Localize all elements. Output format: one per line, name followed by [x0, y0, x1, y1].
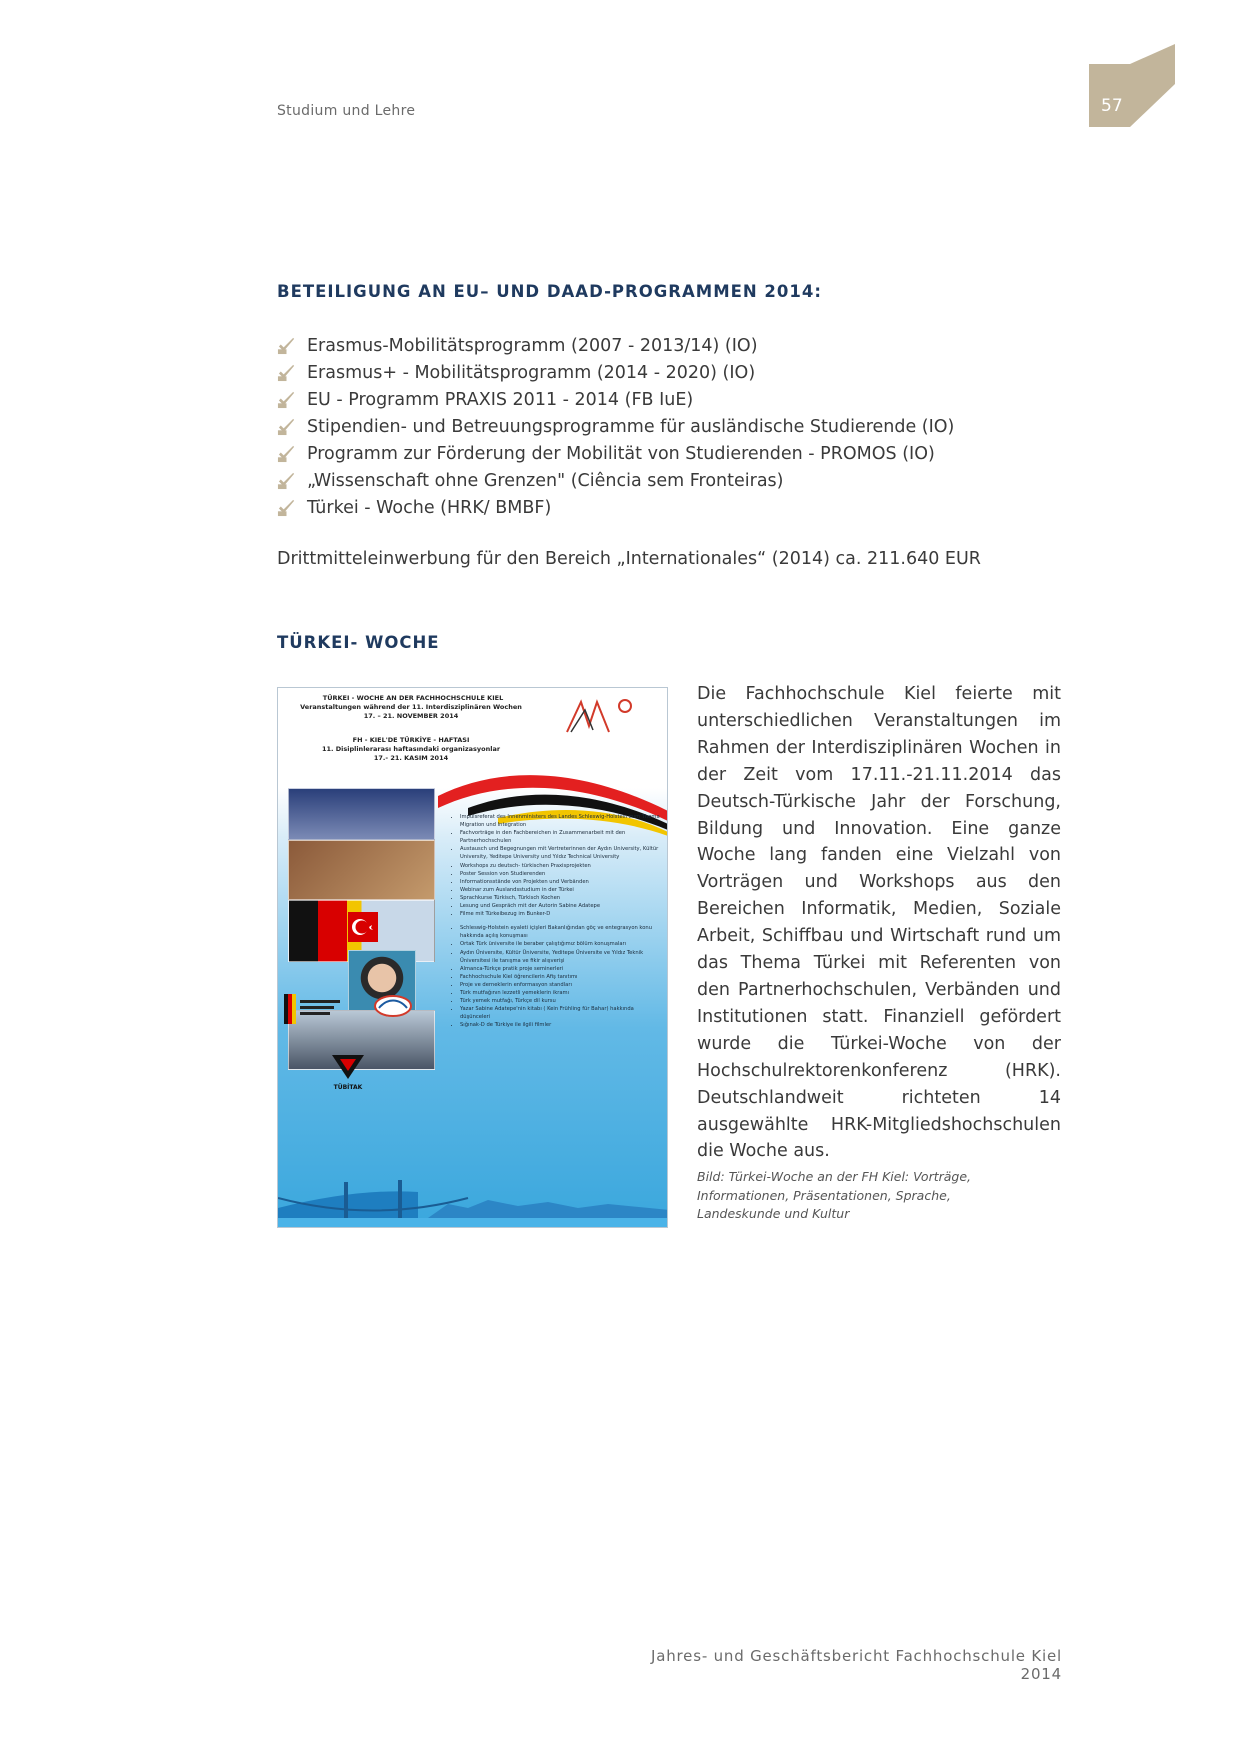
poster-list-item: • Filme mit Türkeibezug im Bunker-D [460, 910, 665, 918]
tubitak-logo-icon [328, 1053, 368, 1081]
list-item [277, 467, 954, 494]
poster-list-item: • Schleswig-Holstein eyaleti içişleri Bakanlığından göç ve entegrasyon konu hakkında açılış konuşması [460, 924, 665, 940]
poster-title-2: Veranstaltungen während der 11. Interdisziplinären Wochen [300, 703, 522, 711]
list-item-text: EU - Programm PRAXIS 2011 - 2014 (FB IuE) [307, 389, 694, 410]
list-item-text: Programm zur Förderung der Mobilität von Studierenden - PROMOS (IO) [307, 443, 935, 464]
poster-list-item: • Poster Session von Studierenden [460, 870, 665, 878]
poster-list-item: • Sprachkurse Türkisch, Türkisch Kochen [460, 894, 665, 902]
photo-presentation [288, 788, 435, 840]
turkei-body-text: Die Fachhochschule Kiel feierte mit unterschiedlichen Veranstaltungen im Rahmen der Interdisziplinären Wochen in der Zeit vom 17.11.-21.11.2014 das Deutsch-Türkische Jahr der Forschung, Bildung und Innovation. Eine ganze Woche lang fanden eine Vielzahl von Vorträgen und Workshops aus den Bereichen Informatik, Medien, Soziale Arbeit, Schiffbau und Wirtschaft rund um das Thema Türkei mit Referenten von den Partnerhochschulen, Verbänden und Institutionen statt. Finanziell gefördert wurde die Türkei-Woche von der Hochschulrektorenkonferenz (HRK). Deutschlandweit richteten 14 ausgewählte HRK-Mitgliedshochschulen die Woche aus. [697, 684, 1061, 1162]
photo-speaker [288, 840, 435, 900]
tubitak-label: TÜBİTAK [333, 1084, 363, 1091]
turkei-heading: TÜRKEI- WOCHE [277, 633, 440, 652]
poster-title-3: FH - KIEL'DE TÜRKİYE - HAFTASI [352, 736, 470, 744]
bridge-skyline-graphic [278, 1178, 668, 1228]
poster-list-item: • Austausch und Begegnungen mit Vertreterinnen der Aydın University, Kültür University, Yeditepe University und Yıldız Technical University [460, 845, 665, 861]
page-number: 57 [1101, 96, 1123, 116]
event-poster-image [277, 687, 668, 1228]
checkmark-icon [277, 444, 296, 463]
poster-list-item: • Impulsreferat des Innenministers des Landes Schleswig-Holstein zum Thema Migration und Integration [460, 813, 665, 829]
list-item [277, 386, 954, 413]
poster-list-item: • Ortak Türk üniversite ile beraber çalıştığımız bölüm konuşmaları [460, 940, 665, 948]
image-caption: Bild: Türkei-Woche an der FH Kiel: Vorträge, Informationen, Präsentationen, Sprache, Landeskunde und Kultur [697, 1169, 972, 1221]
list-item [277, 440, 954, 467]
event-logo-icon [565, 696, 635, 736]
checkmark-icon [277, 498, 296, 517]
poster-list-item: • Yazar Sabine Adatepe'nin kitabı ( Kein Frühling für Bahar) hakkında düşünceleri [460, 1005, 665, 1021]
poster-event-list [450, 813, 665, 1029]
poster-list-item: • Proje ve derneklerin enformasyon standları [460, 981, 665, 989]
running-header: Studium und Lehre [277, 103, 416, 119]
hrk-logo-icon [373, 992, 413, 1028]
poster-list-item: • Türk mutfağının lezzetli yemeklerin ikramı [460, 989, 665, 997]
list-item-text: Erasmus-Mobilitätsprogramm (2007 - 2013/14) (IO) [307, 335, 758, 356]
poster-date-2: 17.- 21. KASIM 2014 [373, 754, 449, 762]
checkmark-icon [277, 390, 296, 409]
list-item [277, 359, 954, 386]
list-item [277, 413, 954, 440]
list-item [277, 494, 954, 521]
poster-list-item: • Fachhochschule Kiel öğrencilerin Afiş tanıtımı [460, 973, 665, 981]
checkmark-icon [277, 417, 296, 436]
programs-heading: BETEILIGUNG AN EU– UND DAAD-PROGRAMMEN 2014: [277, 282, 822, 301]
poster-list-item: • Almanca-Türkçe pratik proje seminerleri [460, 965, 665, 973]
checkmark-icon [277, 363, 296, 382]
poster-list-item: • Fachvorträge in den Fachbereichen in Zusammenarbeit mit den Partnerhochschulen [460, 829, 665, 845]
list-item [277, 332, 954, 359]
list-item-text: Stipendien- und Betreuungsprogramme für ausländische Studierende (IO) [307, 416, 955, 437]
poster-title-1: TÜRKEI - WOCHE AN DER FACHHOCHSCHULE KIEL [322, 694, 504, 702]
checkmark-icon [277, 336, 296, 355]
poster-list-item: • Informationsstände von Projekten und Verbänden [460, 878, 665, 886]
poster-list-item: • Workshops zu deutsch- türkischen Praxisprojekten [460, 862, 665, 870]
poster-list-item: • Webinar zum Auslandsstudium in der Türkei [460, 886, 665, 894]
poster-date-1: 17. – 21. NOVEMBER 2014 [363, 712, 459, 720]
poster-list-item: • Aydın Üniversite, Kültür Üniversite, Yeditepe Üniversite ve Yıldız Teknik Üniversitesi ile tanışma ve fikir alışverişi [460, 949, 665, 965]
list-item-text: Erasmus+ - Mobilitätsprogramm (2014 - 2020) (IO) [307, 362, 756, 383]
footer-text: Jahres- und Geschäftsbericht Fachhochschule Kiel 2014 [651, 1647, 1062, 1683]
poster-list-item: • Türk yemek mutfağı, Türkçe dil kursu [460, 997, 665, 1005]
poster-title-4: 11. Disiplinlerarası haftasındaki organizasyonlar [321, 745, 501, 753]
list-item-text: „Wissenschaft ohne Grenzen" (Ciência sem Fronteiras) [307, 470, 784, 491]
turkish-flag-icon [348, 912, 378, 942]
poster-list-item: • Sığınak-D de Türkiye ile ilgili filmler [460, 1021, 665, 1029]
bmbf-logo-icon [284, 994, 344, 1024]
funding-summary: Drittmitteleinwerbung für den Bereich „Internationales“ (2014) ca. 211.640 EUR [277, 549, 981, 569]
checkmark-icon [277, 471, 296, 490]
poster-list-item: • Lesung und Gespräch mit der Autorin Sabine Adatepe [460, 902, 665, 910]
list-item-text: Türkei - Woche (HRK/ BMBF) [307, 497, 552, 518]
program-list [277, 332, 954, 521]
